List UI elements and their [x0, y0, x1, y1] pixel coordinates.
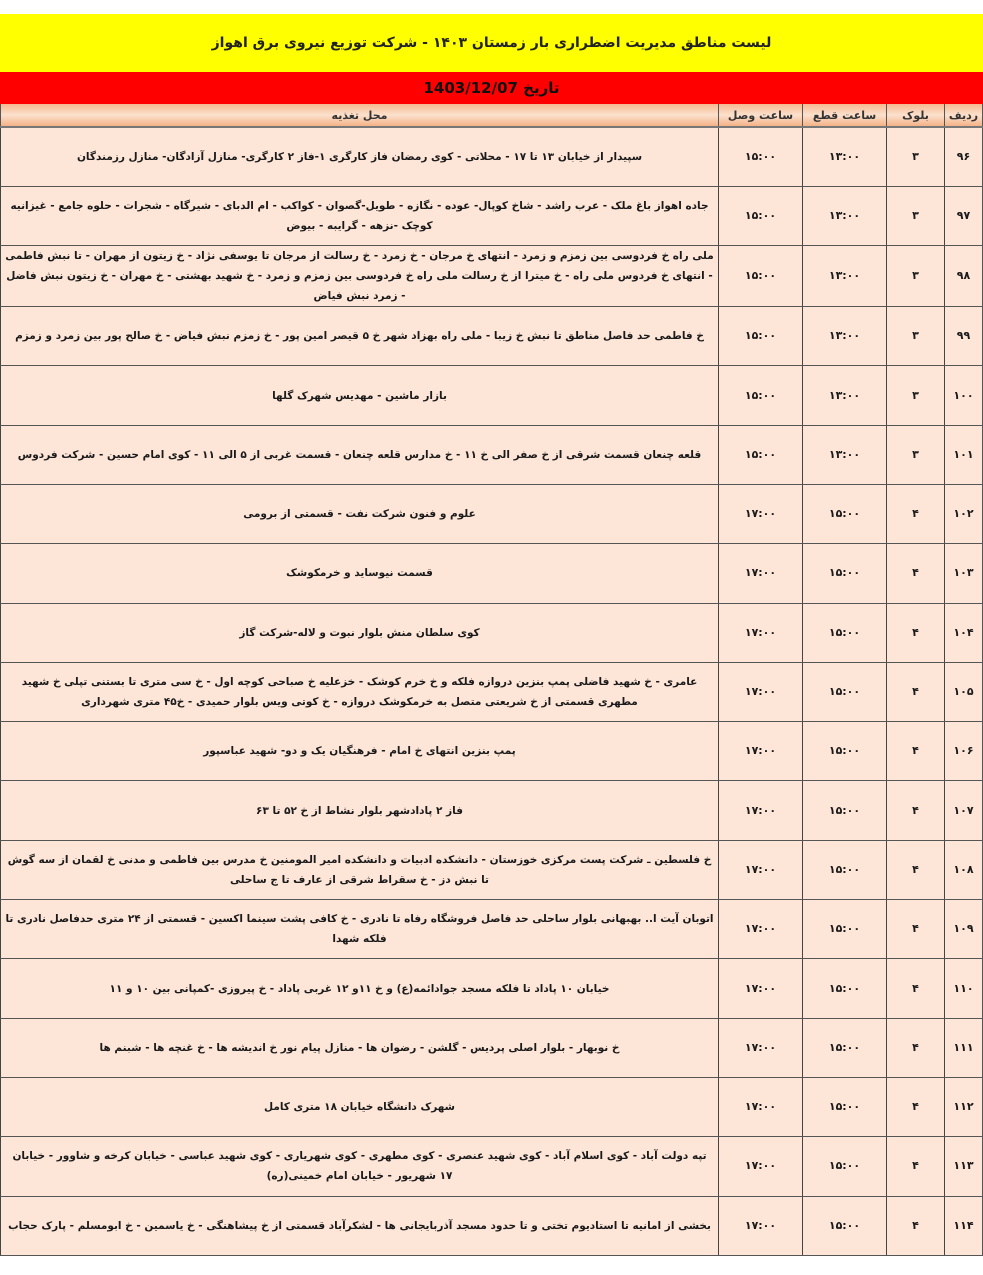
cut-time-cell: ۱۳:۰۰	[803, 307, 887, 366]
block-cell: ۴	[887, 1196, 945, 1255]
location-cell: پمپ بنزین انتهای خ امام - فرهنگیان یک و دو- شهید عباسپور	[1, 722, 719, 781]
table-row	[1, 1077, 983, 1136]
cut-time-cell: ۱۵:۰۰	[803, 484, 887, 543]
row-number-cell: ۱۰۱	[945, 425, 983, 484]
row-number-cell: ۹۹	[945, 307, 983, 366]
connect-time-cell: ۱۷:۰۰	[719, 1196, 803, 1255]
page-title: لیست مناطق مدیریت اضطراری بار زمستان ۱۴۰۳ - شرکت توزیع نیروی برق اهواز	[0, 14, 983, 72]
table-row	[1, 186, 983, 245]
table-row	[1, 900, 983, 959]
row-number-cell: ۱۰۶	[945, 722, 983, 781]
cut-time-cell: ۱۵:۰۰	[803, 900, 887, 959]
table-row	[1, 1196, 983, 1255]
location-cell: علوم و فنون شرکت نفت - قسمتی از برومی	[1, 484, 719, 543]
row-number-cell: ۱۱۲	[945, 1077, 983, 1136]
row-number-cell: ۱۱۱	[945, 1018, 983, 1077]
column-header-location: محل تغذیه	[1, 104, 719, 127]
connect-time-cell: ۱۷:۰۰	[719, 662, 803, 721]
cut-time-cell: ۱۳:۰۰	[803, 246, 887, 307]
connect-time-cell: ۱۷:۰۰	[719, 603, 803, 662]
connect-time-cell: ۱۵:۰۰	[719, 307, 803, 366]
location-cell: قلعه چنعان قسمت شرقی از خ صفر الی خ ۱۱ - خ مدارس قلعه چنعان - قسمت غربی از ۵ الی ۱۱ - کوی امام حسین - شرکت فردوس	[1, 425, 719, 484]
connect-time-cell: ۱۷:۰۰	[719, 722, 803, 781]
block-cell: ۳	[887, 127, 945, 186]
location-cell: بخشی از امانیه تا استادیوم تختی و تا حدود مسجد آذربایجانی ها - لشکرآباد قسمتی از خ پیشاهنگی - خ یاسمین - خ ابومسلم - پارک حجاب	[1, 1196, 719, 1255]
row-number-cell: ۱۰۷	[945, 781, 983, 840]
connect-time-cell: ۱۷:۰۰	[719, 959, 803, 1018]
row-number-cell: ۱۰۴	[945, 603, 983, 662]
row-number-cell: ۱۱۴	[945, 1196, 983, 1255]
block-cell: ۴	[887, 781, 945, 840]
connect-time-cell: ۱۵:۰۰	[719, 127, 803, 186]
row-number-cell: ۱۰۵	[945, 662, 983, 721]
location-cell: قسمت نیوساید و خرمکوشک	[1, 544, 719, 603]
location-cell: اتوبان آیت ا.. بهبهانی بلوار ساحلی حد فاصل فروشگاه رفاه تا نادری - خ کافی پشت سینما اکسین - قسمتی از ۲۴ متری حدفاصل نادری تا فلکه شهدا	[1, 900, 719, 959]
block-cell: ۳	[887, 366, 945, 425]
block-cell: ۴	[887, 603, 945, 662]
location-cell: سپیدار از خیابان ۱۳ تا ۱۷ - محلاتی - کوی رمضان فاز کارگری ۱-فاز ۲ کارگری- منازل آزادگان- منازل رزمندگان	[1, 127, 719, 186]
location-cell: ملی راه خ فردوسی بین زمزم و زمرد - انتهای خ مرجان - خ زمرد - خ رسالت از مرجان تا یوسفی نژاد - خ زیتون از مهران - تا نبش فاطمی - انتهای خ فردوس ملی راه - خ میترا از خ رسالت ملی راه خ فردوسی بین زمزم و زمرد - خ شهید بهشتی - خ مهران - خ زیتون نبش فاضل - زمرد نبش فیاض	[1, 246, 719, 307]
row-number-cell: ۱۰۸	[945, 840, 983, 899]
location-cell: خ نوبهار - بلوار اصلی پردیس - گلشن - رضوان ها - منازل پیام نور خ اندیشه ها - خ غنچه ها - شبنم ها	[1, 1018, 719, 1077]
connect-time-cell: ۱۷:۰۰	[719, 900, 803, 959]
location-cell: بازار ماشین - مهدیس شهرک گلها	[1, 366, 719, 425]
row-number-cell: ۱۱۳	[945, 1137, 983, 1196]
table-row	[1, 781, 983, 840]
table-row	[1, 722, 983, 781]
column-header-connect-time: ساعت وصل	[719, 104, 803, 127]
connect-time-cell: ۱۵:۰۰	[719, 186, 803, 245]
table-row	[1, 840, 983, 899]
block-cell: ۴	[887, 662, 945, 721]
cut-time-cell: ۱۵:۰۰	[803, 1018, 887, 1077]
table-row	[1, 484, 983, 543]
row-number-cell: ۹۷	[945, 186, 983, 245]
cut-time-cell: ۱۵:۰۰	[803, 1077, 887, 1136]
column-header-cut-time: ساعت قطع	[803, 104, 887, 127]
block-cell: ۴	[887, 722, 945, 781]
connect-time-cell: ۱۷:۰۰	[719, 1137, 803, 1196]
load-management-table	[0, 104, 983, 1256]
cut-time-cell: ۱۳:۰۰	[803, 425, 887, 484]
block-cell: ۴	[887, 1077, 945, 1136]
table-row	[1, 425, 983, 484]
row-number-cell: ۹۸	[945, 246, 983, 307]
location-cell: تپه دولت آباد - کوی اسلام آباد - کوی شهید عنصری - کوی مطهری - کوی شهریاری - کوی شهید عباسی - خیابان کرخه و شاوور - خیابان ۱۷ شهریور - خیابان امام خمینی(ره)	[1, 1137, 719, 1196]
block-cell: ۴	[887, 900, 945, 959]
row-number-cell: ۹۶	[945, 127, 983, 186]
block-cell: ۳	[887, 246, 945, 307]
location-cell: جاده اهواز باغ ملک - عرب راشد - شاخ کوپال- عوده - نگازه - طویل-گصوان - کواکب - ام الدبای - شیرگاه - شجرات - حلوه جامع - غیزانیه کوچک -نزهه - گرایبه - بیوض	[1, 186, 719, 245]
location-cell: شهرک دانشگاه خیابان ۱۸ متری کامل	[1, 1077, 719, 1136]
date-banner: تاریخ 1403/12/07	[0, 72, 983, 105]
connect-time-cell: ۱۷:۰۰	[719, 544, 803, 603]
table-row	[1, 959, 983, 1018]
cut-time-cell: ۱۵:۰۰	[803, 959, 887, 1018]
cut-time-cell: ۱۵:۰۰	[803, 544, 887, 603]
cut-time-cell: ۱۳:۰۰	[803, 366, 887, 425]
cut-time-cell: ۱۵:۰۰	[803, 1196, 887, 1255]
cut-time-cell: ۱۵:۰۰	[803, 722, 887, 781]
row-number-cell: ۱۰۲	[945, 484, 983, 543]
block-cell: ۴	[887, 959, 945, 1018]
table-row	[1, 1137, 983, 1196]
table-row	[1, 246, 983, 307]
cut-time-cell: ۱۵:۰۰	[803, 662, 887, 721]
row-number-cell: ۱۱۰	[945, 959, 983, 1018]
connect-time-cell: ۱۵:۰۰	[719, 366, 803, 425]
cut-time-cell: ۱۵:۰۰	[803, 603, 887, 662]
table-row	[1, 544, 983, 603]
cut-time-cell: ۱۳:۰۰	[803, 186, 887, 245]
connect-time-cell: ۱۵:۰۰	[719, 246, 803, 307]
connect-time-cell: ۱۷:۰۰	[719, 781, 803, 840]
row-number-cell: ۱۰۳	[945, 544, 983, 603]
table-header-row	[1, 104, 983, 127]
table-row	[1, 662, 983, 721]
row-number-cell: ۱۰۹	[945, 900, 983, 959]
connect-time-cell: ۱۷:۰۰	[719, 1018, 803, 1077]
connect-time-cell: ۱۷:۰۰	[719, 484, 803, 543]
cut-time-cell: ۱۵:۰۰	[803, 1137, 887, 1196]
connect-time-cell: ۱۷:۰۰	[719, 840, 803, 899]
block-cell: ۴	[887, 544, 945, 603]
block-cell: ۳	[887, 186, 945, 245]
table-row	[1, 603, 983, 662]
location-cell: عامری - خ شهید فاضلی پمپ بنزین دروازه فلکه و خ خرم کوشک - خزعلیه خ صباحی کوچه اول - خ سی متری تا بستنی تپلی خ شهید مطهری قسمتی از خ شریعتی متصل به خرمکوشک دروازه - خ کوتی ویس بلوار حمیدی - خ۴۵ متری شهرداری	[1, 662, 719, 721]
block-cell: ۳	[887, 425, 945, 484]
connect-time-cell: ۱۵:۰۰	[719, 425, 803, 484]
table-row	[1, 366, 983, 425]
location-cell: فاز ۲ پادادشهر بلوار نشاط از خ ۵۲ تا ۶۳	[1, 781, 719, 840]
block-cell: ۴	[887, 1137, 945, 1196]
location-cell: خ فلسطین ـ شرکت پست مرکزی خوزستان - دانشکده ادبیات و دانشکده امیر المومنین خ مدرس بین فاطمی و مدنی خ لقمان از سه گوش تا نبش دز - خ سقراط شرقی از عارف تا ج ساحلی	[1, 840, 719, 899]
cut-time-cell: ۱۳:۰۰	[803, 127, 887, 186]
cut-time-cell: ۱۵:۰۰	[803, 840, 887, 899]
connect-time-cell: ۱۷:۰۰	[719, 1077, 803, 1136]
table-row	[1, 1018, 983, 1077]
location-cell: خ فاطمی حد فاصل مناطق تا نبش خ زیبا - ملی راه بهزاد شهر خ ۵ قیصر امین پور - خ زمزم نبش فیاض - خ صالح پور بین زمرد و زمزم	[1, 307, 719, 366]
table-row	[1, 307, 983, 366]
block-cell: ۴	[887, 484, 945, 543]
block-cell: ۴	[887, 1018, 945, 1077]
location-cell: کوی سلطان منش بلوار نبوت و لاله-شرکت گاز	[1, 603, 719, 662]
cut-time-cell: ۱۵:۰۰	[803, 781, 887, 840]
block-cell: ۳	[887, 307, 945, 366]
row-number-cell: ۱۰۰	[945, 366, 983, 425]
column-header-block: بلوک	[887, 104, 945, 127]
block-cell: ۴	[887, 840, 945, 899]
column-header-row-number: ردیف	[945, 104, 983, 127]
table-row	[1, 127, 983, 186]
location-cell: خیابان ۱۰ پاداد تا فلکه مسجد جوادائمه(ع) و خ ۱۱و ۱۲ غربی پاداد - خ پیروزی -کمپانی بین ۱۰ و ۱۱	[1, 959, 719, 1018]
